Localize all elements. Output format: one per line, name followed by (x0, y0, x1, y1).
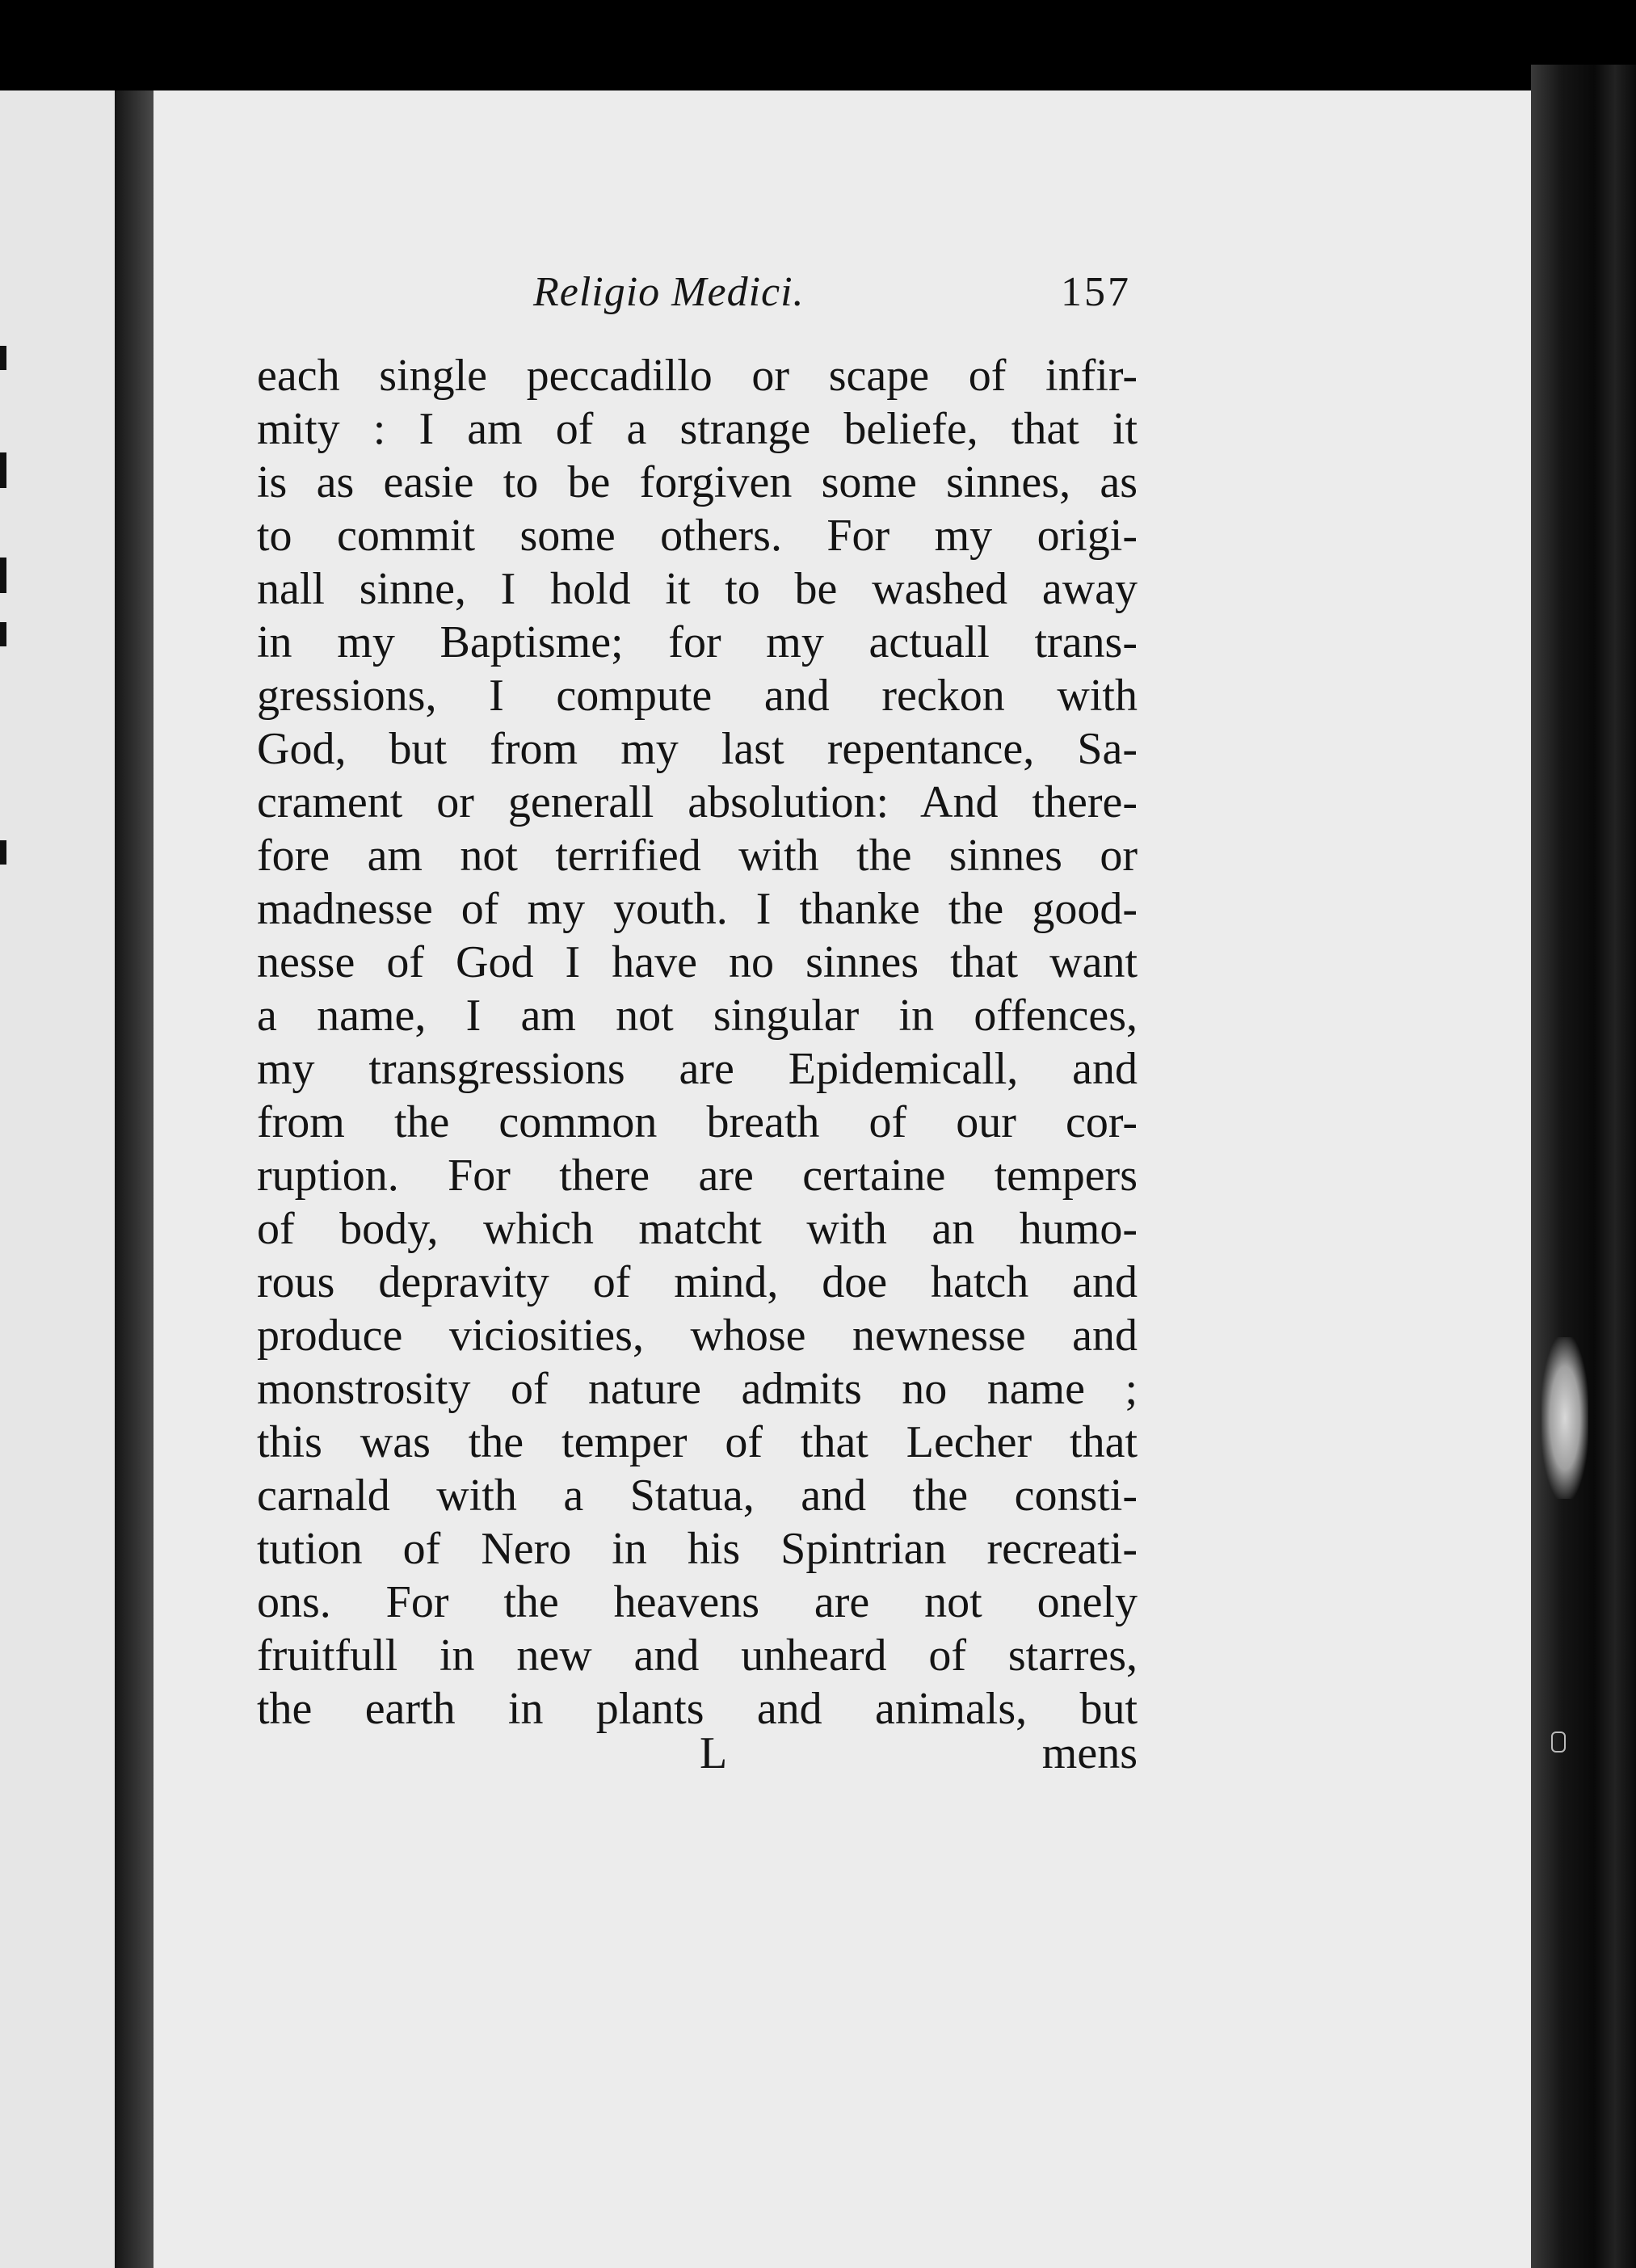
page-footer (257, 1727, 1138, 1784)
facing-page-edge (0, 90, 115, 2268)
text-line: madnesse of my youth. I thanke the good- (257, 884, 1138, 934)
page-edge-mark (1551, 1732, 1566, 1753)
text-line: mity : I am of a strange beliefe, that it (257, 404, 1138, 454)
text-line: a name, I am not singular in offences, (257, 991, 1138, 1041)
book-gutter (115, 90, 154, 2268)
text-line: God, but from my last repentance, Sa- (257, 724, 1138, 774)
text-line: produce viciosities, whose newnesse and (257, 1311, 1138, 1361)
text-line: gressions, I compute and reckon with (257, 671, 1138, 721)
text-line: each single peccadillo or scape of infir- (257, 351, 1138, 401)
text-line: rous depravity of mind, doe hatch and (257, 1257, 1138, 1307)
text-line: the earth in plants and animals, but (257, 1684, 1138, 1734)
text-line: of body, which matcht with an humo- (257, 1204, 1138, 1254)
text-line: crament or generall absolution: And there- (257, 777, 1138, 827)
body-text (257, 349, 1138, 1736)
text-line: carnald with a Statua, and the consti- (257, 1471, 1138, 1521)
text-line: ruption. For there are certaine tempers (257, 1151, 1138, 1201)
page-number: 157 (1061, 269, 1131, 315)
text-line: tution of Nero in his Spintrian recreati- (257, 1524, 1138, 1574)
catchword: mens (1041, 1728, 1138, 1778)
text-line: is as easie to be forgiven some sinnes, as (257, 457, 1138, 507)
text-line: fruitfull in new and unheard of starres, (257, 1631, 1138, 1681)
signature-mark: L (700, 1728, 728, 1778)
text-line: in my Baptisme; for my actuall trans- (257, 617, 1138, 667)
text-line: my transgressions are Epidemicall, and (257, 1044, 1138, 1094)
running-title: Religio Medici. (533, 269, 805, 315)
text-line: ons. For the heavens are not onely (257, 1577, 1138, 1627)
text-line: monstrosity of nature admits no name ; (257, 1364, 1138, 1414)
facing-page-text-fragment (0, 452, 6, 488)
running-head (259, 268, 1131, 333)
text-line: nesse of God I have no sinnes that want (257, 937, 1138, 987)
text-line: fore am not terrified with the sinnes or (257, 831, 1138, 881)
facing-page-text-fragment (0, 558, 6, 593)
text-line: nall sinne, I hold it to be washed away (257, 564, 1138, 614)
facing-page-text-fragment (0, 840, 6, 865)
facing-page-text-fragment (0, 346, 6, 370)
facing-page-text-fragment (0, 622, 6, 646)
text-line: from the common breath of our cor- (257, 1097, 1138, 1147)
page-edge-shadow (1531, 65, 1636, 2268)
text-line: this was the temper of that Lecher that (257, 1417, 1138, 1467)
text-line: to commit some others. For my origi- (257, 511, 1138, 561)
page-edge-blemish (1541, 1337, 1588, 1499)
